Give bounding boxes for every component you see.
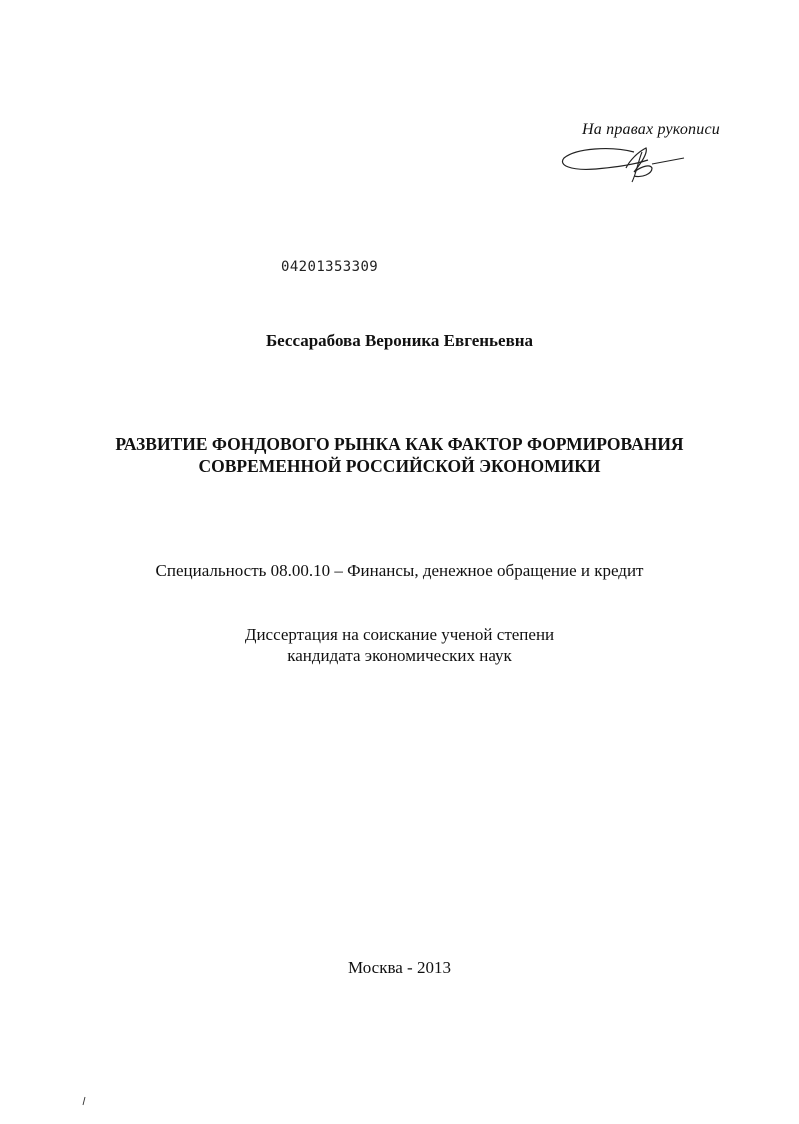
manuscript-rights-label: На правах рукописи — [582, 121, 720, 138]
document-code: 04201353309 — [281, 259, 379, 275]
author-name: Бессарабова Вероника Евгеньевна — [265, 331, 534, 350]
degree-statement — [0, 624, 799, 666]
title-line-1: РАЗВИТИЕ ФОНДОВОГО РЫНКА КАК ФАКТОР ФОРМИРОВАНИЯ — [115, 434, 684, 454]
handwritten-signature — [556, 138, 706, 186]
specialty-line: Специальность 08.00.10 – Финансы, денежное обращение и кредит — [155, 561, 644, 580]
scan-mark — [81, 1096, 87, 1106]
dissertation-title — [0, 433, 799, 477]
place-and-year: Москва - 2013 — [348, 958, 451, 977]
title-line-2: СОВРЕМЕННОЙ РОССИЙСКОЙ ЭКОНОМИКИ — [198, 456, 601, 476]
degree-line-1: Диссертация на соискание ученой степени — [244, 625, 555, 644]
degree-line-2: кандидата экономических наук — [287, 646, 512, 665]
